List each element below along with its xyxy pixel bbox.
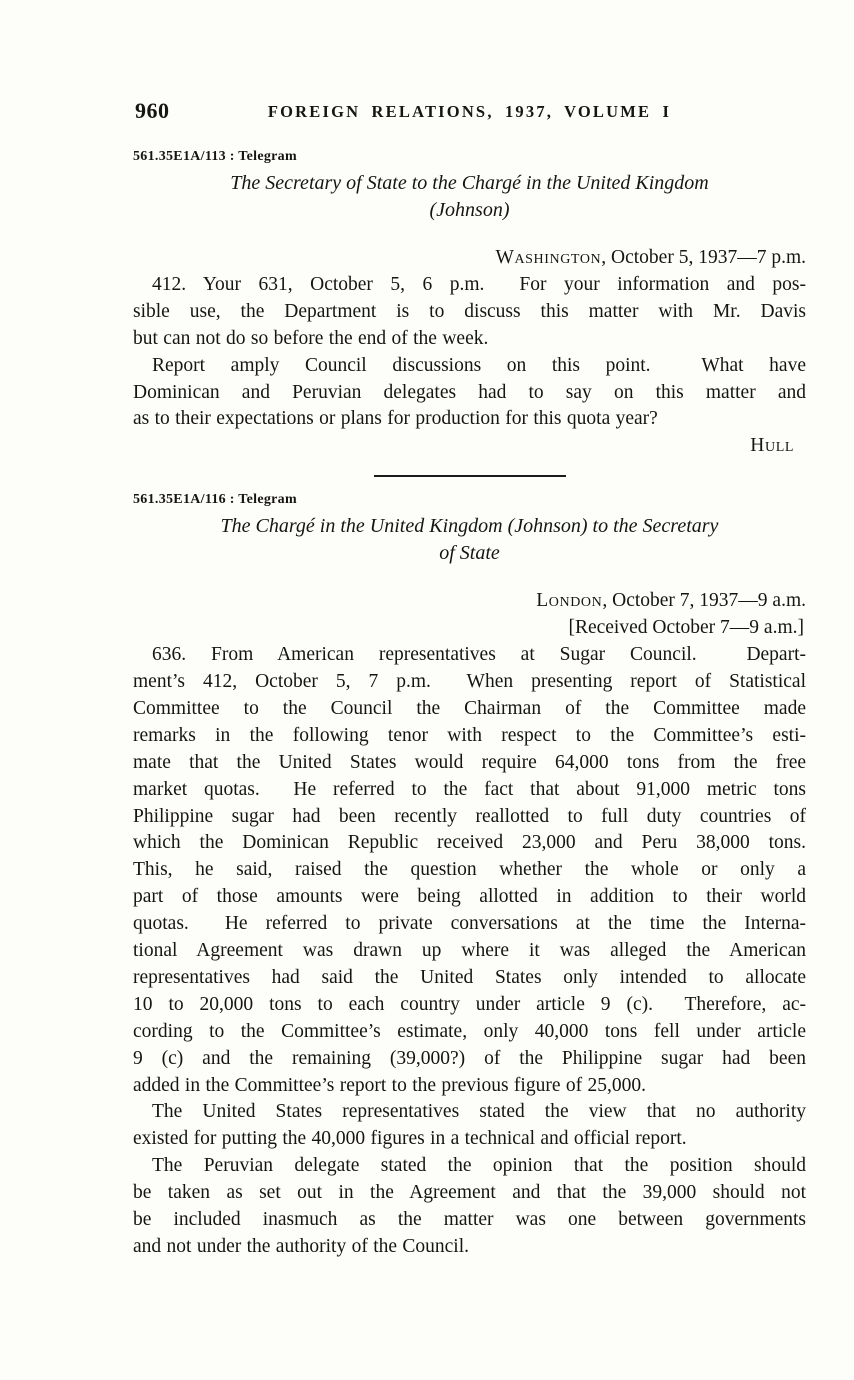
text-line: but can not do so before the end of the week.	[133, 327, 489, 349]
paragraph	[133, 1153, 806, 1261]
telegram-body	[133, 642, 806, 1261]
text-line: This, he said, raised the question whether the whole or only a	[133, 859, 806, 881]
page-header	[133, 98, 806, 122]
dateline-place: Washington	[495, 247, 602, 268]
text-line: sible use, the Department is to discuss this matter with Mr. Davis	[133, 300, 806, 322]
dateline-rest: , October 5, 1937—7 p.m.	[601, 247, 806, 268]
text-line: The Peruvian delegate stated the opinion that the position should	[152, 1155, 806, 1177]
title-line: The Secretary of State to the Chargé in the United Kingdom	[230, 172, 709, 194]
document-reference: 561.35E1A/113 : Telegram	[133, 149, 297, 164]
running-header: FOREIGN RELATIONS, 1937, VOLUME I	[267, 102, 672, 121]
text-line: existed for putting the 40,000 figures in a technical and official report.	[133, 1128, 687, 1150]
title-line: (Johnson)	[429, 199, 510, 221]
text-line: Philippine sugar had been recently reallotted to full duty countries of	[133, 805, 806, 827]
text-line: The United States representatives stated the view that no authority	[152, 1101, 806, 1123]
section-divider	[374, 475, 566, 477]
text-line: added in the Committee’s report to the previous figure of 25,000.	[133, 1074, 646, 1096]
text-line: 9 (c) and the remaining (39,000?) of the Philippine sugar had been	[133, 1047, 806, 1069]
telegram-section-1	[133, 148, 806, 460]
paragraph	[133, 272, 806, 353]
page-number: 960	[135, 98, 170, 123]
dateline-place: London	[536, 590, 603, 612]
text-line: Report amply Council discussions on this point. What have	[152, 354, 806, 376]
title-line: of State	[439, 542, 500, 565]
paragraph	[133, 642, 806, 1099]
document-title	[133, 170, 806, 224]
text-line: 636. From American representatives at Sugar Council. Depart-	[152, 644, 806, 666]
text-line: quotas. He referred to private conversations at the time the Interna-	[133, 913, 806, 935]
text-line: 412. Your 631, October 5, 6 p.m. For your information and pos-	[152, 273, 806, 295]
document-reference: 561.35E1A/116 : Telegram	[133, 492, 297, 508]
text-line: Dominican and Peruvian delegates had to say on this matter and	[133, 381, 806, 403]
text-line: cording to the Committee’s estimate, only 40,000 tons fell under article	[133, 1020, 806, 1042]
paragraph	[133, 1099, 806, 1153]
document-title	[133, 513, 806, 567]
signature-name: Hull	[750, 435, 794, 457]
text-line: tional Agreement was drawn up where it was alleged the American	[133, 940, 806, 962]
telegram-section-2	[133, 491, 806, 1261]
text-line: Committee to the Council the Chairman of the Committee made	[133, 697, 806, 719]
telegram-body	[133, 272, 806, 433]
text-line: part of those amounts were being allotted in addition to their world	[133, 886, 806, 908]
text-line: representatives had said the United States only intended to allocate	[133, 966, 806, 988]
dateline	[133, 588, 806, 615]
dateline	[133, 245, 806, 272]
text-line: as to their expectations or plans for production for this quota year?	[133, 408, 658, 430]
received-line: [Received October 7—9 a.m.]	[568, 617, 804, 639]
text-line: which the Dominican Republic received 23,000 and Peru 38,000 tons.	[133, 832, 806, 854]
text-line: ment’s 412, October 5, 7 p.m. When presenting report of Statistical	[133, 670, 806, 692]
text-line: and not under the authority of the Council.	[133, 1236, 470, 1257]
title-line: The Chargé in the United Kingdom (Johnson) to the Secretary	[220, 515, 719, 538]
text-line: be included inasmuch as the matter was one between governments	[133, 1209, 806, 1231]
text-line: market quotas. He referred to the fact that about 91,000 metric tons	[133, 778, 806, 800]
text-line: remarks in the following tenor with respect to the Committee’s esti-	[133, 724, 806, 746]
text-line: 10 to 20,000 tons to each country under article 9 (c). Therefore, ac-	[133, 993, 806, 1015]
dateline-rest: , October 7, 1937—9 a.m.	[602, 590, 806, 612]
signature-line	[133, 433, 806, 460]
paragraph	[133, 353, 806, 434]
text-line: be taken as set out in the Agreement and that the 39,000 should not	[133, 1182, 806, 1204]
text-line: mate that the United States would require 64,000 tons from the free	[133, 751, 806, 773]
